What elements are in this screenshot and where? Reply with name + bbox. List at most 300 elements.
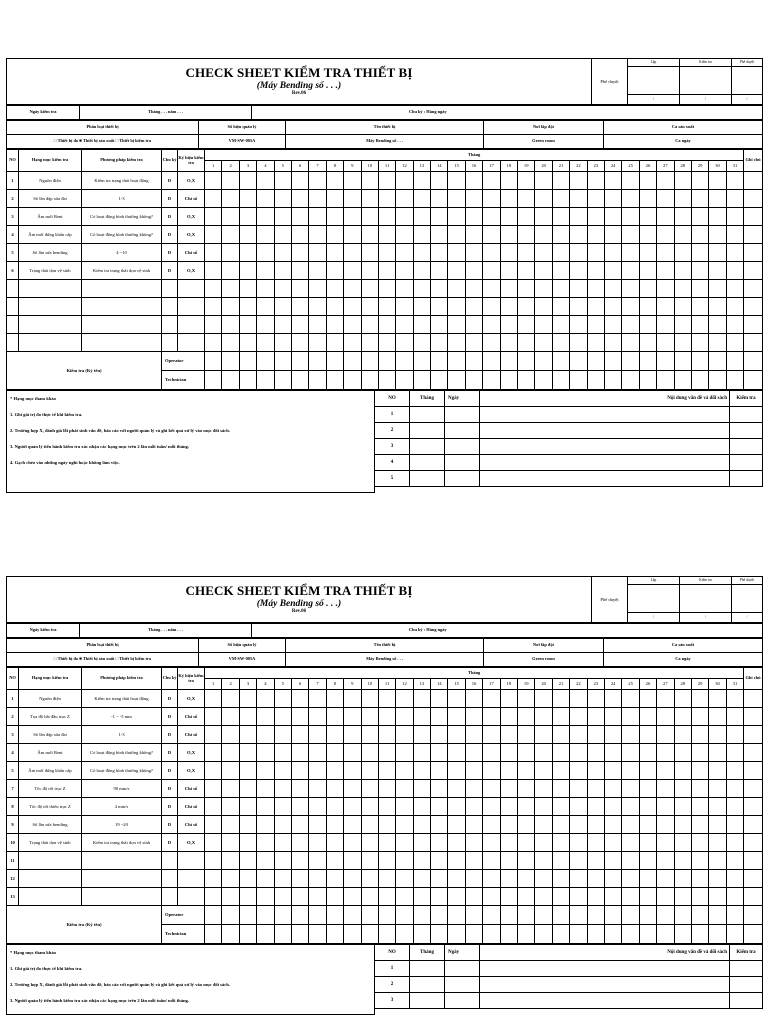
signature-cell[interactable] (500, 352, 517, 371)
day-check-cell[interactable] (274, 870, 291, 888)
day-check-cell[interactable] (674, 780, 691, 798)
day-check-cell[interactable] (674, 870, 691, 888)
day-check-cell[interactable] (274, 888, 291, 906)
day-check-cell[interactable] (344, 744, 361, 762)
day-check-cell[interactable] (205, 708, 222, 726)
signature-cell[interactable] (344, 906, 361, 925)
day-check-cell[interactable] (361, 334, 378, 352)
day-check-cell[interactable] (361, 172, 378, 190)
day-check-cell[interactable] (552, 816, 569, 834)
day-check-cell[interactable] (378, 280, 395, 298)
day-check-cell[interactable] (552, 798, 569, 816)
day-check-cell[interactable] (222, 280, 239, 298)
day-check-cell[interactable] (361, 298, 378, 316)
note-cell[interactable] (744, 334, 763, 352)
day-check-cell[interactable] (604, 244, 621, 262)
day-check-cell[interactable] (535, 816, 552, 834)
day-check-cell[interactable] (448, 780, 465, 798)
day-check-cell[interactable] (413, 280, 430, 298)
day-check-cell[interactable] (604, 190, 621, 208)
day-check-cell[interactable] (448, 852, 465, 870)
log-cell[interactable] (410, 961, 445, 977)
day-check-cell[interactable] (239, 798, 256, 816)
day-check-cell[interactable] (361, 816, 378, 834)
day-check-cell[interactable] (257, 316, 274, 334)
day-check-cell[interactable] (535, 762, 552, 780)
day-check-cell[interactable] (239, 888, 256, 906)
day-check-cell[interactable] (465, 298, 482, 316)
log-cell[interactable] (410, 977, 445, 993)
signature-cell[interactable] (465, 371, 482, 390)
signature-cell[interactable] (344, 925, 361, 944)
day-check-cell[interactable] (709, 852, 726, 870)
day-check-cell[interactable] (622, 316, 639, 334)
day-check-cell[interactable] (639, 262, 656, 280)
day-check-cell[interactable] (431, 262, 448, 280)
day-check-cell[interactable] (274, 816, 291, 834)
day-check-cell[interactable] (570, 298, 587, 316)
day-check-cell[interactable] (570, 834, 587, 852)
day-check-cell[interactable] (326, 226, 343, 244)
signature-cell[interactable] (413, 352, 430, 371)
day-check-cell[interactable] (413, 708, 430, 726)
day-check-cell[interactable] (500, 244, 517, 262)
day-check-cell[interactable] (309, 888, 326, 906)
day-check-cell[interactable] (552, 708, 569, 726)
day-check-cell[interactable] (413, 744, 430, 762)
day-check-cell[interactable] (604, 172, 621, 190)
day-check-cell[interactable] (309, 280, 326, 298)
day-check-cell[interactable] (639, 780, 656, 798)
signature-cell[interactable] (587, 352, 604, 371)
day-check-cell[interactable] (587, 816, 604, 834)
signature-cell[interactable] (604, 371, 621, 390)
day-check-cell[interactable] (604, 226, 621, 244)
day-check-cell[interactable] (657, 708, 674, 726)
day-check-cell[interactable] (361, 744, 378, 762)
day-check-cell[interactable] (587, 780, 604, 798)
day-check-cell[interactable] (518, 744, 535, 762)
day-check-cell[interactable] (657, 888, 674, 906)
day-check-cell[interactable] (657, 316, 674, 334)
day-check-cell[interactable] (622, 744, 639, 762)
day-check-cell[interactable] (291, 834, 308, 852)
day-check-cell[interactable] (535, 298, 552, 316)
signature-cell[interactable] (570, 352, 587, 371)
signature-cell[interactable] (709, 352, 726, 371)
day-check-cell[interactable] (431, 280, 448, 298)
device-class-value[interactable]: □ Thiết bị đo ■ Thiết bị sản xuất □ Thiết bị kiểm tra (7, 135, 199, 149)
day-check-cell[interactable] (500, 726, 517, 744)
day-check-cell[interactable] (344, 834, 361, 852)
day-check-cell[interactable] (552, 280, 569, 298)
signature-cell[interactable] (309, 906, 326, 925)
day-check-cell[interactable] (726, 834, 744, 852)
day-check-cell[interactable] (709, 762, 726, 780)
log-cell[interactable] (480, 439, 730, 455)
day-check-cell[interactable] (326, 280, 343, 298)
day-check-cell[interactable] (639, 690, 656, 708)
day-check-cell[interactable] (570, 280, 587, 298)
day-check-cell[interactable] (378, 870, 395, 888)
day-check-cell[interactable] (726, 172, 744, 190)
day-check-cell[interactable] (239, 834, 256, 852)
signature-cell[interactable] (274, 352, 291, 371)
day-check-cell[interactable] (500, 762, 517, 780)
day-check-cell[interactable] (448, 798, 465, 816)
day-check-cell[interactable] (274, 280, 291, 298)
day-check-cell[interactable] (291, 190, 308, 208)
day-check-cell[interactable] (309, 762, 326, 780)
signature-box[interactable] (628, 67, 680, 95)
day-check-cell[interactable] (518, 816, 535, 834)
day-check-cell[interactable] (239, 852, 256, 870)
day-check-cell[interactable] (622, 888, 639, 906)
day-check-cell[interactable] (639, 708, 656, 726)
signature-cell[interactable] (535, 371, 552, 390)
day-check-cell[interactable] (309, 690, 326, 708)
day-check-cell[interactable] (257, 708, 274, 726)
signature-cell[interactable] (483, 906, 500, 925)
day-check-cell[interactable] (222, 262, 239, 280)
day-check-cell[interactable] (465, 334, 482, 352)
day-check-cell[interactable] (344, 708, 361, 726)
day-check-cell[interactable] (657, 762, 674, 780)
note-cell[interactable] (744, 888, 763, 906)
day-check-cell[interactable] (552, 870, 569, 888)
day-check-cell[interactable] (239, 762, 256, 780)
day-check-cell[interactable] (570, 870, 587, 888)
day-check-cell[interactable] (361, 244, 378, 262)
signature-cell[interactable] (257, 925, 274, 944)
day-check-cell[interactable] (239, 244, 256, 262)
day-check-cell[interactable] (587, 190, 604, 208)
day-check-cell[interactable] (622, 834, 639, 852)
signature-cell[interactable] (431, 371, 448, 390)
day-check-cell[interactable] (535, 334, 552, 352)
day-check-cell[interactable] (309, 744, 326, 762)
day-check-cell[interactable] (570, 190, 587, 208)
day-check-cell[interactable] (291, 852, 308, 870)
day-check-cell[interactable] (378, 334, 395, 352)
day-check-cell[interactable] (361, 888, 378, 906)
day-check-cell[interactable] (726, 780, 744, 798)
signature-cell[interactable] (483, 371, 500, 390)
day-check-cell[interactable] (274, 690, 291, 708)
day-check-cell[interactable] (309, 726, 326, 744)
day-check-cell[interactable] (257, 798, 274, 816)
day-check-cell[interactable] (709, 172, 726, 190)
day-check-cell[interactable] (657, 226, 674, 244)
signature-cell[interactable] (657, 906, 674, 925)
day-check-cell[interactable] (622, 244, 639, 262)
day-check-cell[interactable] (222, 298, 239, 316)
signature-cell[interactable] (413, 371, 430, 390)
day-check-cell[interactable] (709, 834, 726, 852)
day-check-cell[interactable] (535, 798, 552, 816)
day-check-cell[interactable] (396, 280, 413, 298)
day-check-cell[interactable] (378, 888, 395, 906)
day-check-cell[interactable] (518, 226, 535, 244)
day-check-cell[interactable] (639, 172, 656, 190)
day-check-cell[interactable] (639, 226, 656, 244)
note-cell[interactable] (744, 298, 763, 316)
day-check-cell[interactable] (326, 834, 343, 852)
day-check-cell[interactable] (344, 280, 361, 298)
day-check-cell[interactable] (691, 226, 708, 244)
day-check-cell[interactable] (344, 262, 361, 280)
day-check-cell[interactable] (726, 244, 744, 262)
day-check-cell[interactable] (465, 190, 482, 208)
day-check-cell[interactable] (587, 208, 604, 226)
signature-box[interactable] (680, 585, 732, 613)
day-check-cell[interactable] (709, 690, 726, 708)
day-check-cell[interactable] (570, 762, 587, 780)
day-check-cell[interactable] (344, 762, 361, 780)
day-check-cell[interactable] (222, 744, 239, 762)
day-check-cell[interactable] (691, 888, 708, 906)
log-cell[interactable] (480, 407, 730, 423)
day-check-cell[interactable] (587, 762, 604, 780)
day-check-cell[interactable] (552, 762, 569, 780)
day-check-cell[interactable] (413, 726, 430, 744)
day-check-cell[interactable] (674, 280, 691, 298)
day-check-cell[interactable] (378, 780, 395, 798)
log-cell[interactable] (730, 961, 763, 977)
day-check-cell[interactable] (500, 334, 517, 352)
day-check-cell[interactable] (396, 334, 413, 352)
day-check-cell[interactable] (326, 190, 343, 208)
signature-cell[interactable] (604, 352, 621, 371)
day-check-cell[interactable] (552, 334, 569, 352)
day-check-cell[interactable] (448, 708, 465, 726)
day-check-cell[interactable] (413, 316, 430, 334)
signature-cell[interactable] (326, 925, 343, 944)
day-check-cell[interactable] (205, 226, 222, 244)
day-check-cell[interactable] (500, 816, 517, 834)
day-check-cell[interactable] (291, 244, 308, 262)
signature-cell[interactable] (622, 925, 639, 944)
day-check-cell[interactable] (205, 798, 222, 816)
day-check-cell[interactable] (274, 708, 291, 726)
day-check-cell[interactable] (500, 888, 517, 906)
day-check-cell[interactable] (657, 780, 674, 798)
day-check-cell[interactable] (291, 334, 308, 352)
signature-cell[interactable] (378, 371, 395, 390)
day-check-cell[interactable] (483, 226, 500, 244)
day-check-cell[interactable] (309, 780, 326, 798)
day-check-cell[interactable] (587, 262, 604, 280)
signature-cell[interactable] (396, 906, 413, 925)
day-check-cell[interactable] (657, 816, 674, 834)
day-check-cell[interactable] (622, 798, 639, 816)
signature-cell[interactable] (622, 906, 639, 925)
note-cell[interactable] (744, 690, 763, 708)
log-cell[interactable] (445, 439, 480, 455)
log-cell[interactable] (410, 455, 445, 471)
day-check-cell[interactable] (726, 744, 744, 762)
day-check-cell[interactable] (622, 190, 639, 208)
day-check-cell[interactable] (205, 172, 222, 190)
day-check-cell[interactable] (691, 316, 708, 334)
day-check-cell[interactable] (239, 780, 256, 798)
signature-cell[interactable] (326, 906, 343, 925)
day-check-cell[interactable] (413, 226, 430, 244)
signature-cell[interactable] (535, 352, 552, 371)
day-check-cell[interactable] (413, 190, 430, 208)
day-check-cell[interactable] (483, 298, 500, 316)
day-check-cell[interactable] (413, 888, 430, 906)
signature-cell[interactable] (709, 371, 726, 390)
signature-cell[interactable] (465, 906, 482, 925)
note-cell[interactable] (744, 816, 763, 834)
day-check-cell[interactable] (674, 762, 691, 780)
day-check-cell[interactable] (309, 298, 326, 316)
day-check-cell[interactable] (326, 798, 343, 816)
day-check-cell[interactable] (431, 208, 448, 226)
day-check-cell[interactable] (500, 708, 517, 726)
signature-cell[interactable] (674, 352, 691, 371)
day-check-cell[interactable] (691, 208, 708, 226)
day-check-cell[interactable] (205, 190, 222, 208)
day-check-cell[interactable] (604, 780, 621, 798)
day-check-cell[interactable] (570, 690, 587, 708)
day-check-cell[interactable] (535, 780, 552, 798)
day-check-cell[interactable] (465, 280, 482, 298)
day-check-cell[interactable] (465, 708, 482, 726)
day-check-cell[interactable] (726, 852, 744, 870)
day-check-cell[interactable] (552, 316, 569, 334)
day-check-cell[interactable] (239, 190, 256, 208)
log-cell[interactable] (730, 439, 763, 455)
signature-cell[interactable] (291, 925, 308, 944)
day-check-cell[interactable] (448, 888, 465, 906)
day-check-cell[interactable] (378, 852, 395, 870)
day-check-cell[interactable] (726, 870, 744, 888)
signature-cell[interactable] (257, 352, 274, 371)
day-check-cell[interactable] (587, 744, 604, 762)
day-check-cell[interactable] (622, 708, 639, 726)
day-check-cell[interactable] (465, 172, 482, 190)
day-check-cell[interactable] (726, 798, 744, 816)
day-check-cell[interactable] (309, 316, 326, 334)
day-check-cell[interactable] (535, 888, 552, 906)
day-check-cell[interactable] (622, 726, 639, 744)
day-check-cell[interactable] (604, 262, 621, 280)
day-check-cell[interactable] (709, 244, 726, 262)
day-check-cell[interactable] (709, 208, 726, 226)
day-check-cell[interactable] (326, 852, 343, 870)
day-check-cell[interactable] (483, 244, 500, 262)
day-check-cell[interactable] (622, 780, 639, 798)
day-check-cell[interactable] (205, 280, 222, 298)
signature-box[interactable] (732, 585, 763, 613)
day-check-cell[interactable] (291, 780, 308, 798)
day-check-cell[interactable] (257, 262, 274, 280)
day-check-cell[interactable] (448, 280, 465, 298)
day-check-cell[interactable] (274, 172, 291, 190)
day-check-cell[interactable] (448, 834, 465, 852)
day-check-cell[interactable] (291, 316, 308, 334)
day-check-cell[interactable] (431, 298, 448, 316)
day-check-cell[interactable] (500, 316, 517, 334)
signature-cell[interactable] (257, 371, 274, 390)
log-cell[interactable] (730, 471, 763, 487)
day-check-cell[interactable] (483, 816, 500, 834)
day-check-cell[interactable] (291, 762, 308, 780)
day-check-cell[interactable] (344, 726, 361, 744)
day-check-cell[interactable] (691, 244, 708, 262)
signature-cell[interactable] (431, 352, 448, 371)
signature-cell[interactable] (205, 925, 222, 944)
day-check-cell[interactable] (448, 334, 465, 352)
signature-cell[interactable] (518, 371, 535, 390)
log-cell[interactable] (480, 993, 730, 1009)
day-check-cell[interactable] (674, 226, 691, 244)
signature-cell[interactable] (639, 906, 656, 925)
day-check-cell[interactable] (552, 190, 569, 208)
day-check-cell[interactable] (431, 334, 448, 352)
signature-date[interactable]: / (680, 95, 732, 105)
day-check-cell[interactable] (413, 780, 430, 798)
signature-cell[interactable] (744, 925, 763, 944)
day-check-cell[interactable] (587, 834, 604, 852)
day-check-cell[interactable] (274, 726, 291, 744)
day-check-cell[interactable] (709, 262, 726, 280)
day-check-cell[interactable] (361, 780, 378, 798)
log-cell[interactable] (445, 407, 480, 423)
day-check-cell[interactable] (570, 780, 587, 798)
day-check-cell[interactable] (413, 762, 430, 780)
day-check-cell[interactable] (657, 798, 674, 816)
day-check-cell[interactable] (378, 708, 395, 726)
day-check-cell[interactable] (483, 744, 500, 762)
day-check-cell[interactable] (709, 298, 726, 316)
day-check-cell[interactable] (396, 190, 413, 208)
day-check-cell[interactable] (396, 744, 413, 762)
signature-cell[interactable] (274, 906, 291, 925)
signature-cell[interactable] (622, 371, 639, 390)
day-check-cell[interactable] (570, 262, 587, 280)
signature-cell[interactable] (291, 906, 308, 925)
day-check-cell[interactable] (274, 762, 291, 780)
day-check-cell[interactable] (604, 798, 621, 816)
signature-cell[interactable] (344, 371, 361, 390)
day-check-cell[interactable] (396, 262, 413, 280)
day-check-cell[interactable] (239, 172, 256, 190)
day-check-cell[interactable] (396, 834, 413, 852)
signature-cell[interactable] (709, 906, 726, 925)
day-check-cell[interactable] (709, 190, 726, 208)
day-check-cell[interactable] (413, 852, 430, 870)
day-check-cell[interactable] (396, 226, 413, 244)
day-check-cell[interactable] (483, 780, 500, 798)
day-check-cell[interactable] (326, 262, 343, 280)
day-check-cell[interactable] (587, 798, 604, 816)
day-check-cell[interactable] (465, 798, 482, 816)
day-check-cell[interactable] (257, 762, 274, 780)
day-check-cell[interactable] (483, 172, 500, 190)
signature-cell[interactable] (222, 906, 239, 925)
day-check-cell[interactable] (674, 690, 691, 708)
day-check-cell[interactable] (570, 208, 587, 226)
day-check-cell[interactable] (518, 762, 535, 780)
day-check-cell[interactable] (396, 708, 413, 726)
signature-cell[interactable] (222, 925, 239, 944)
day-check-cell[interactable] (726, 762, 744, 780)
day-check-cell[interactable] (465, 726, 482, 744)
signature-cell[interactable] (639, 925, 656, 944)
